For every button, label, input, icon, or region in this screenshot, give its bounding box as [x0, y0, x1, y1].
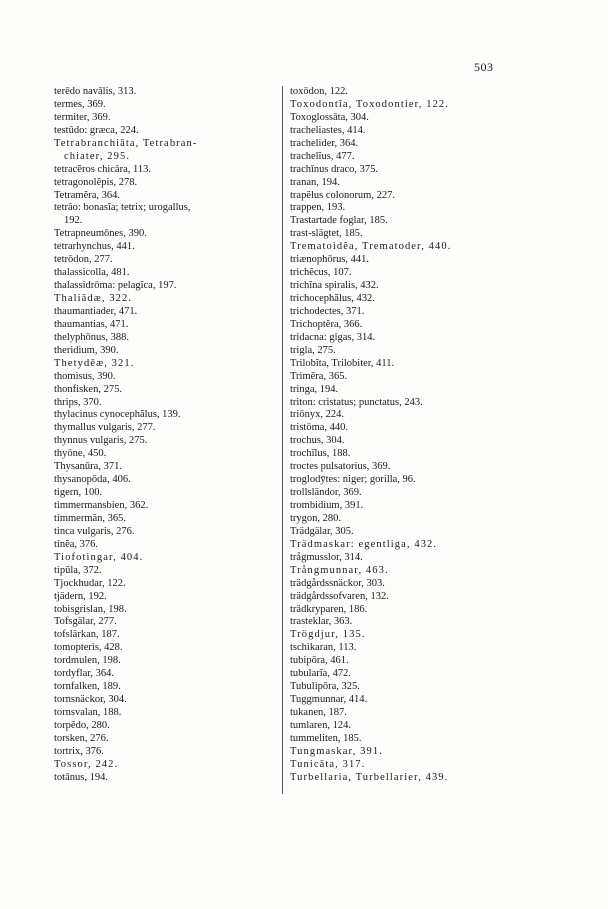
index-entry: thynnus vulgaris, 275.: [54, 435, 148, 447]
index-entry: Trematoidĕa, Trematoder, 440.: [290, 241, 452, 253]
index-entry: trygon, 280.: [290, 512, 342, 524]
index-entry: tumlaren, 124.: [290, 719, 351, 731]
index-entry: tordyflar, 364.: [54, 668, 114, 680]
index-entry: chiater, 295.: [64, 150, 131, 162]
index-entry: thyōne, 450.: [54, 448, 107, 460]
index-entry: triænophōrus, 441.: [290, 254, 370, 266]
index-entry: Trastartade foglar, 185.: [290, 215, 388, 227]
index-entry: tschikaran, 113.: [290, 642, 357, 654]
index-entry: tetracĕros chicāra, 113.: [54, 163, 151, 175]
index-entry: tracheliastes, 414.: [290, 124, 366, 136]
index-entry: trasteklar, 363.: [290, 616, 353, 628]
index-entry: tinca vulgaris, 276.: [54, 525, 135, 537]
index-entry: trombidium, 391.: [290, 500, 364, 511]
index-entry: tranan, 194.: [290, 176, 340, 188]
index-entry: thomisus, 390.: [54, 370, 116, 382]
index-entry: tortrix, 376.: [54, 745, 104, 757]
index-entry: tofslärkan, 187.: [54, 629, 120, 641]
index-entry: Toxodontĭa, Toxodontier, 122.: [290, 98, 450, 110]
index-entry: Tossor, 242.: [54, 758, 119, 770]
index-entry: theridium, 390.: [54, 344, 119, 356]
index-entry: Tofsgälar, 277.: [54, 616, 117, 628]
index-entry: trapĕlus colonorum, 227.: [290, 189, 395, 201]
index-entry: thalassicolla, 481.: [54, 267, 130, 279]
index-entry: troglodȳtes: niger; gorilla, 96.: [290, 474, 416, 486]
index-entry: tridacna: gigas, 314.: [290, 331, 376, 343]
index-entry: tubularĭa, 472.: [290, 668, 351, 680]
index-entry: Trimĕra, 365.: [290, 370, 348, 382]
index-entry: troctes pulsatorius, 369.: [290, 461, 391, 473]
index-entry: toxōdon, 122.: [290, 86, 349, 97]
index-entry: thonfisken, 275.: [54, 383, 122, 395]
index-entry: Tetrabranchiāta, Tetrabran-: [54, 137, 198, 149]
index-entry: Turbellaria, Turbellarier, 439.: [290, 771, 449, 783]
index-entry: Tubulipōra, 325.: [290, 681, 360, 693]
index-entry: Tjockhudar, 122.: [54, 577, 126, 589]
index-entry: thaumantiader, 471.: [54, 305, 138, 317]
index-entry: Tungmaskar, 391.: [290, 745, 383, 757]
index-entry: tetrōdon, 277.: [54, 254, 113, 266]
index-entry: tubipōra, 461.: [290, 655, 349, 667]
index-entry: trollsländor, 369.: [290, 487, 362, 499]
index-entry: trachelĭus, 477.: [290, 150, 355, 162]
index-entry: Thaliădæ, 322.: [54, 293, 133, 304]
index-entry: thysanopōda, 406.: [54, 474, 131, 486]
index-entry: 192.: [64, 215, 83, 227]
index-entry: tornsnäckor, 304.: [54, 694, 127, 706]
index-entry: tjädern, 192.: [54, 590, 107, 602]
index-entry: Tetrapneumōnes, 390.: [54, 228, 147, 240]
index-entry: tetrarhynchus, 441.: [54, 241, 135, 253]
index-entry: trast-slägtet, 185.: [290, 228, 363, 240]
index-entry: trigla, 275.: [290, 344, 336, 356]
index-entry: thaumantias, 471.: [54, 318, 129, 330]
index-entry: testūdo: græca, 224.: [54, 124, 139, 136]
index-entry: tipŭla, 372.: [54, 564, 102, 576]
index-entry: Trädgälar, 305.: [290, 525, 354, 537]
index-column-left: [54, 86, 272, 785]
index-entry: trappen, 193.: [290, 202, 346, 214]
index-entry: thalassidrōma: pelagĭca, 197.: [54, 280, 177, 292]
index-entry: Tuggmunnar, 414.: [290, 694, 368, 706]
index-entry: tobisgrislan, 198.: [54, 603, 127, 615]
index-entry: Toxoglossāta, 304.: [290, 111, 369, 123]
index-entry: terēdo navālis, 313.: [54, 86, 137, 97]
index-entry: Thetydēæ, 321.: [54, 357, 135, 369]
index-entry: trädgårdssnäckor, 303.: [290, 577, 385, 589]
index-entry: trochus, 304.: [290, 435, 345, 447]
index-entry: trichĕcus, 107.: [290, 267, 352, 279]
index-entry: tordmulen, 198.: [54, 655, 121, 667]
index-entry: thelyphōnus, 388.: [54, 331, 129, 343]
index-entry: tinĕa, 376.: [54, 538, 99, 550]
index-entry: trågmusslor, 314.: [290, 551, 363, 563]
index-entry: tornfalken, 189.: [54, 681, 121, 693]
index-entry: tummeliten, 185.: [290, 732, 362, 744]
index-entry: Tiofotingar, 404.: [54, 551, 144, 563]
index-entry: Trichoptĕra, 366.: [290, 318, 363, 330]
index-entry: tigern, 100.: [54, 487, 103, 499]
index-entry: triōnyx, 224.: [290, 409, 344, 421]
index-entry: Thysanūra, 371.: [54, 461, 122, 473]
index-entry: triton: cristatus; punctatus, 243.: [290, 396, 423, 408]
index-entry: tornsvalan, 188.: [54, 707, 122, 718]
index-entry: tetragonolĕpis, 278.: [54, 176, 138, 188]
index-entry: torpēdo, 280.: [54, 719, 110, 731]
index-entry: trädgårdssofvaren, 132.: [290, 590, 389, 602]
index-entry: thrips, 370.: [54, 396, 102, 408]
index-entry: tukanen, 187.: [290, 707, 347, 718]
index-entry: thylacinus cynocephălus, 139.: [54, 409, 181, 421]
index-entry: Trångmunnar, 463.: [290, 564, 389, 576]
index-entry: trichĭna spiralis, 432.: [290, 280, 379, 292]
index-entry: tomopteris, 428.: [54, 642, 123, 654]
index-entry: termes, 369.: [54, 98, 106, 110]
index-entry: Tunicāta, 317.: [290, 758, 366, 770]
index-entry: Trilobĭta, Trilobiter, 411.: [290, 357, 395, 369]
index-entry: trachīnus draco, 375.: [290, 163, 379, 175]
index-entry: trädkryparen, 186.: [290, 603, 368, 615]
index-entry: thymallus vulgaris, 277.: [54, 422, 156, 434]
index-entry: tringa, 194.: [290, 383, 339, 395]
column-divider: [282, 86, 283, 794]
index-entry: tetrāo: bonasĭa; tetrix; urogallus,: [54, 202, 191, 214]
index-entry: tristōma, 440.: [290, 422, 349, 434]
index-entry: trochĭlus, 188.: [290, 448, 351, 460]
index-entry: Trädmaskar: egentliga, 432.: [290, 538, 438, 550]
page-number: 503: [474, 60, 494, 74]
index-entry: timmermän, 365.: [54, 512, 127, 524]
index-entry: trachelider, 364.: [290, 137, 359, 149]
index-entry: torsken, 276.: [54, 732, 109, 744]
index-column-right: [290, 86, 555, 785]
index-entry: termiter, 369.: [54, 111, 111, 123]
index-entry: trichodectes, 371.: [290, 305, 365, 317]
index-entry: trichocephălus, 432.: [290, 293, 375, 304]
index-entry: Tetramĕra, 364.: [54, 189, 121, 201]
index-entry: timmermansbien, 362.: [54, 500, 149, 511]
index-entry: Trögdjur, 135.: [290, 629, 366, 641]
index-entry: totānus, 194.: [54, 771, 108, 783]
